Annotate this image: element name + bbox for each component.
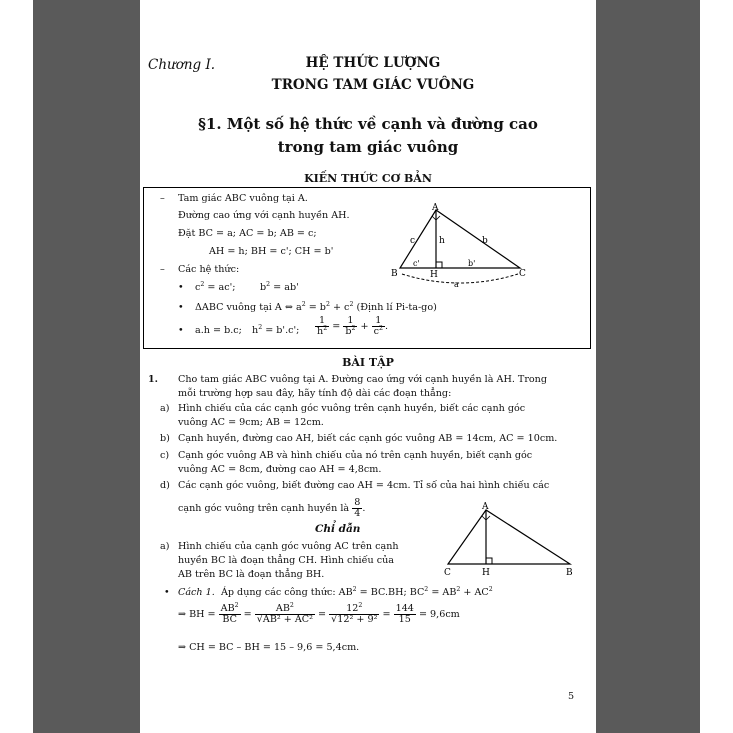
right-angle-mark-h	[436, 262, 442, 268]
formula-ah-bc: a.h = b.c;	[195, 325, 242, 336]
formula-pythagoras: ΔABC vuông tại A ⇔ $a^2 = b^2 + c^2$ (Định lí Pi-ta-go)	[195, 300, 437, 313]
part-a-label: a)	[160, 403, 170, 414]
chapter-title-line1: HỆ THỨC LƯỢNG	[305, 55, 441, 71]
guide-a-line-2: huyền BC là đoạn thẳng CH. Hình chiếu của	[178, 555, 395, 566]
basics-line-4: AH = h; BH = c'; CH = b'	[209, 246, 334, 257]
section-title-line1: §1. Một số hệ thức về cạnh và đường cao	[198, 115, 538, 133]
label-b-prime: b'	[468, 259, 476, 268]
vertex-h: H	[430, 270, 438, 280]
vertex-h-2: H	[482, 568, 490, 578]
part-a-line-1: Hình chiếu của các cạnh góc vuông trên cạnh huyền, biết các cạnh góc	[178, 403, 526, 414]
label-c: c	[410, 236, 416, 246]
basics-line-3: Đặt BC = a; AC = b; AB = c;	[178, 228, 317, 239]
guide-heading: Chỉ dẫn	[315, 523, 361, 535]
part-c-label: c)	[160, 450, 170, 461]
exercise-intro-1: Cho tam giác ABC vuông tại A. Đường cao ứng với cạnh huyền là AH. Trong	[178, 374, 547, 385]
page-number: 5	[568, 691, 575, 702]
hypotenuse-brace	[402, 274, 518, 283]
formula-c-squared: $c^2 = ac'$;	[195, 280, 236, 293]
section-title-line2: trong tam giác vuông	[277, 138, 459, 156]
bullet-1: •	[178, 282, 184, 293]
basics-line-2: Đường cao ứng với cạnh huyền AH.	[178, 210, 350, 221]
part-b-label: b)	[160, 433, 170, 444]
basics-line-1: Tam giác ABC vuông tại A.	[178, 193, 308, 204]
book-page	[140, 0, 596, 733]
right-dark-margin	[596, 0, 700, 733]
method-1-line: Cách 1. Áp dụng các công thức: $AB^2 = BC.BH$; $BC^2 = AB^2 + AC^2$	[178, 585, 493, 598]
bullet-2: •	[178, 302, 184, 313]
bullet-3: •	[178, 325, 184, 336]
ch-equation: ⇒ CH = BC – BH = 15 – 9,6 = 5,4cm.	[178, 642, 360, 653]
formula-b-squared: $b^2 = ab'$	[260, 280, 299, 293]
part-c-line-2: vuông AC = 8cm, đường cao AH = 4,8cm.	[178, 464, 382, 475]
vertex-c: C	[519, 269, 526, 279]
triangle-figure-2	[438, 500, 578, 582]
chapter-label: Chương I.	[148, 57, 216, 73]
formula-reciprocal: $\frac{1}{h^2}$ = $\frac{1}{b^2}$ + $\frac{1}{c^2}$ .	[317, 315, 389, 338]
bh-equation: ⇒ BH = $\frac{AB^2}{BC}$ = $\frac{AB^2}{\text{√AB² + AC²}}$ = $\frac{12^2}{\text{√12² + 9²}}$ = $\frac{144}{15}$ = 9,6cm	[178, 601, 460, 626]
exercise-intro-2: mỗi trường hợp sau đây, hãy tính độ dài các đoạn thẳng:	[178, 388, 452, 399]
guide-a-line-1: Hình chiếu của cạnh góc vuông AC trên cạnh	[178, 541, 399, 552]
part-a-line-2: vuông AC = 9cm; AB = 12cm.	[178, 417, 324, 428]
vertex-b: B	[391, 269, 398, 279]
label-h: h	[439, 236, 445, 246]
label-a: a	[454, 280, 459, 288]
right-angle-mark-h-2	[486, 558, 492, 564]
exercise-number: 1.	[148, 374, 159, 385]
vertex-b-2: B	[566, 568, 573, 578]
part-b-line-1: Cạnh huyền, đường cao AH, biết các cạnh góc vuông AB = 14cm, AC = 10cm.	[178, 433, 558, 444]
part-c-line-1: Cạnh góc vuông AB và hình chiếu của nó trên cạnh huyền, biết cạnh góc	[178, 450, 533, 461]
basics-dash-2: –	[160, 264, 165, 275]
vertex-c-2: C	[444, 568, 451, 578]
guide-a-line-3: AB trên BC là đoạn thẳng BH.	[178, 569, 325, 580]
bullet-guide: •	[164, 587, 170, 598]
vertex-a-2: A	[482, 502, 489, 512]
basics-line-5: Các hệ thức:	[178, 264, 240, 275]
basics-dash-1: –	[160, 193, 165, 204]
triangle-figure-1	[388, 198, 528, 288]
basics-heading: KIẾN THỨC CƠ BẢN	[304, 172, 432, 185]
part-d-line-2: cạnh góc vuông trên cạnh huyền là $\frac{8}{4}$ .	[178, 497, 366, 520]
chapter-title-line2: TRONG TAM GIÁC VUÔNG	[271, 77, 475, 93]
vertex-a: A	[432, 203, 439, 213]
left-dark-margin	[33, 0, 140, 733]
triangle-acb	[448, 510, 570, 564]
part-d-line-1: Các cạnh góc vuông, biết đường cao AH = 4cm. Tỉ số của hai hình chiếu các	[178, 480, 550, 491]
label-b: b	[482, 236, 488, 246]
formula-h-squared: $h^2 = b'.c'$;	[252, 323, 300, 336]
part-d-label: d)	[160, 480, 170, 491]
label-c-prime: c'	[413, 259, 420, 268]
exercises-heading: BÀI TẬP	[342, 356, 394, 369]
guide-a-label: a)	[160, 541, 170, 552]
